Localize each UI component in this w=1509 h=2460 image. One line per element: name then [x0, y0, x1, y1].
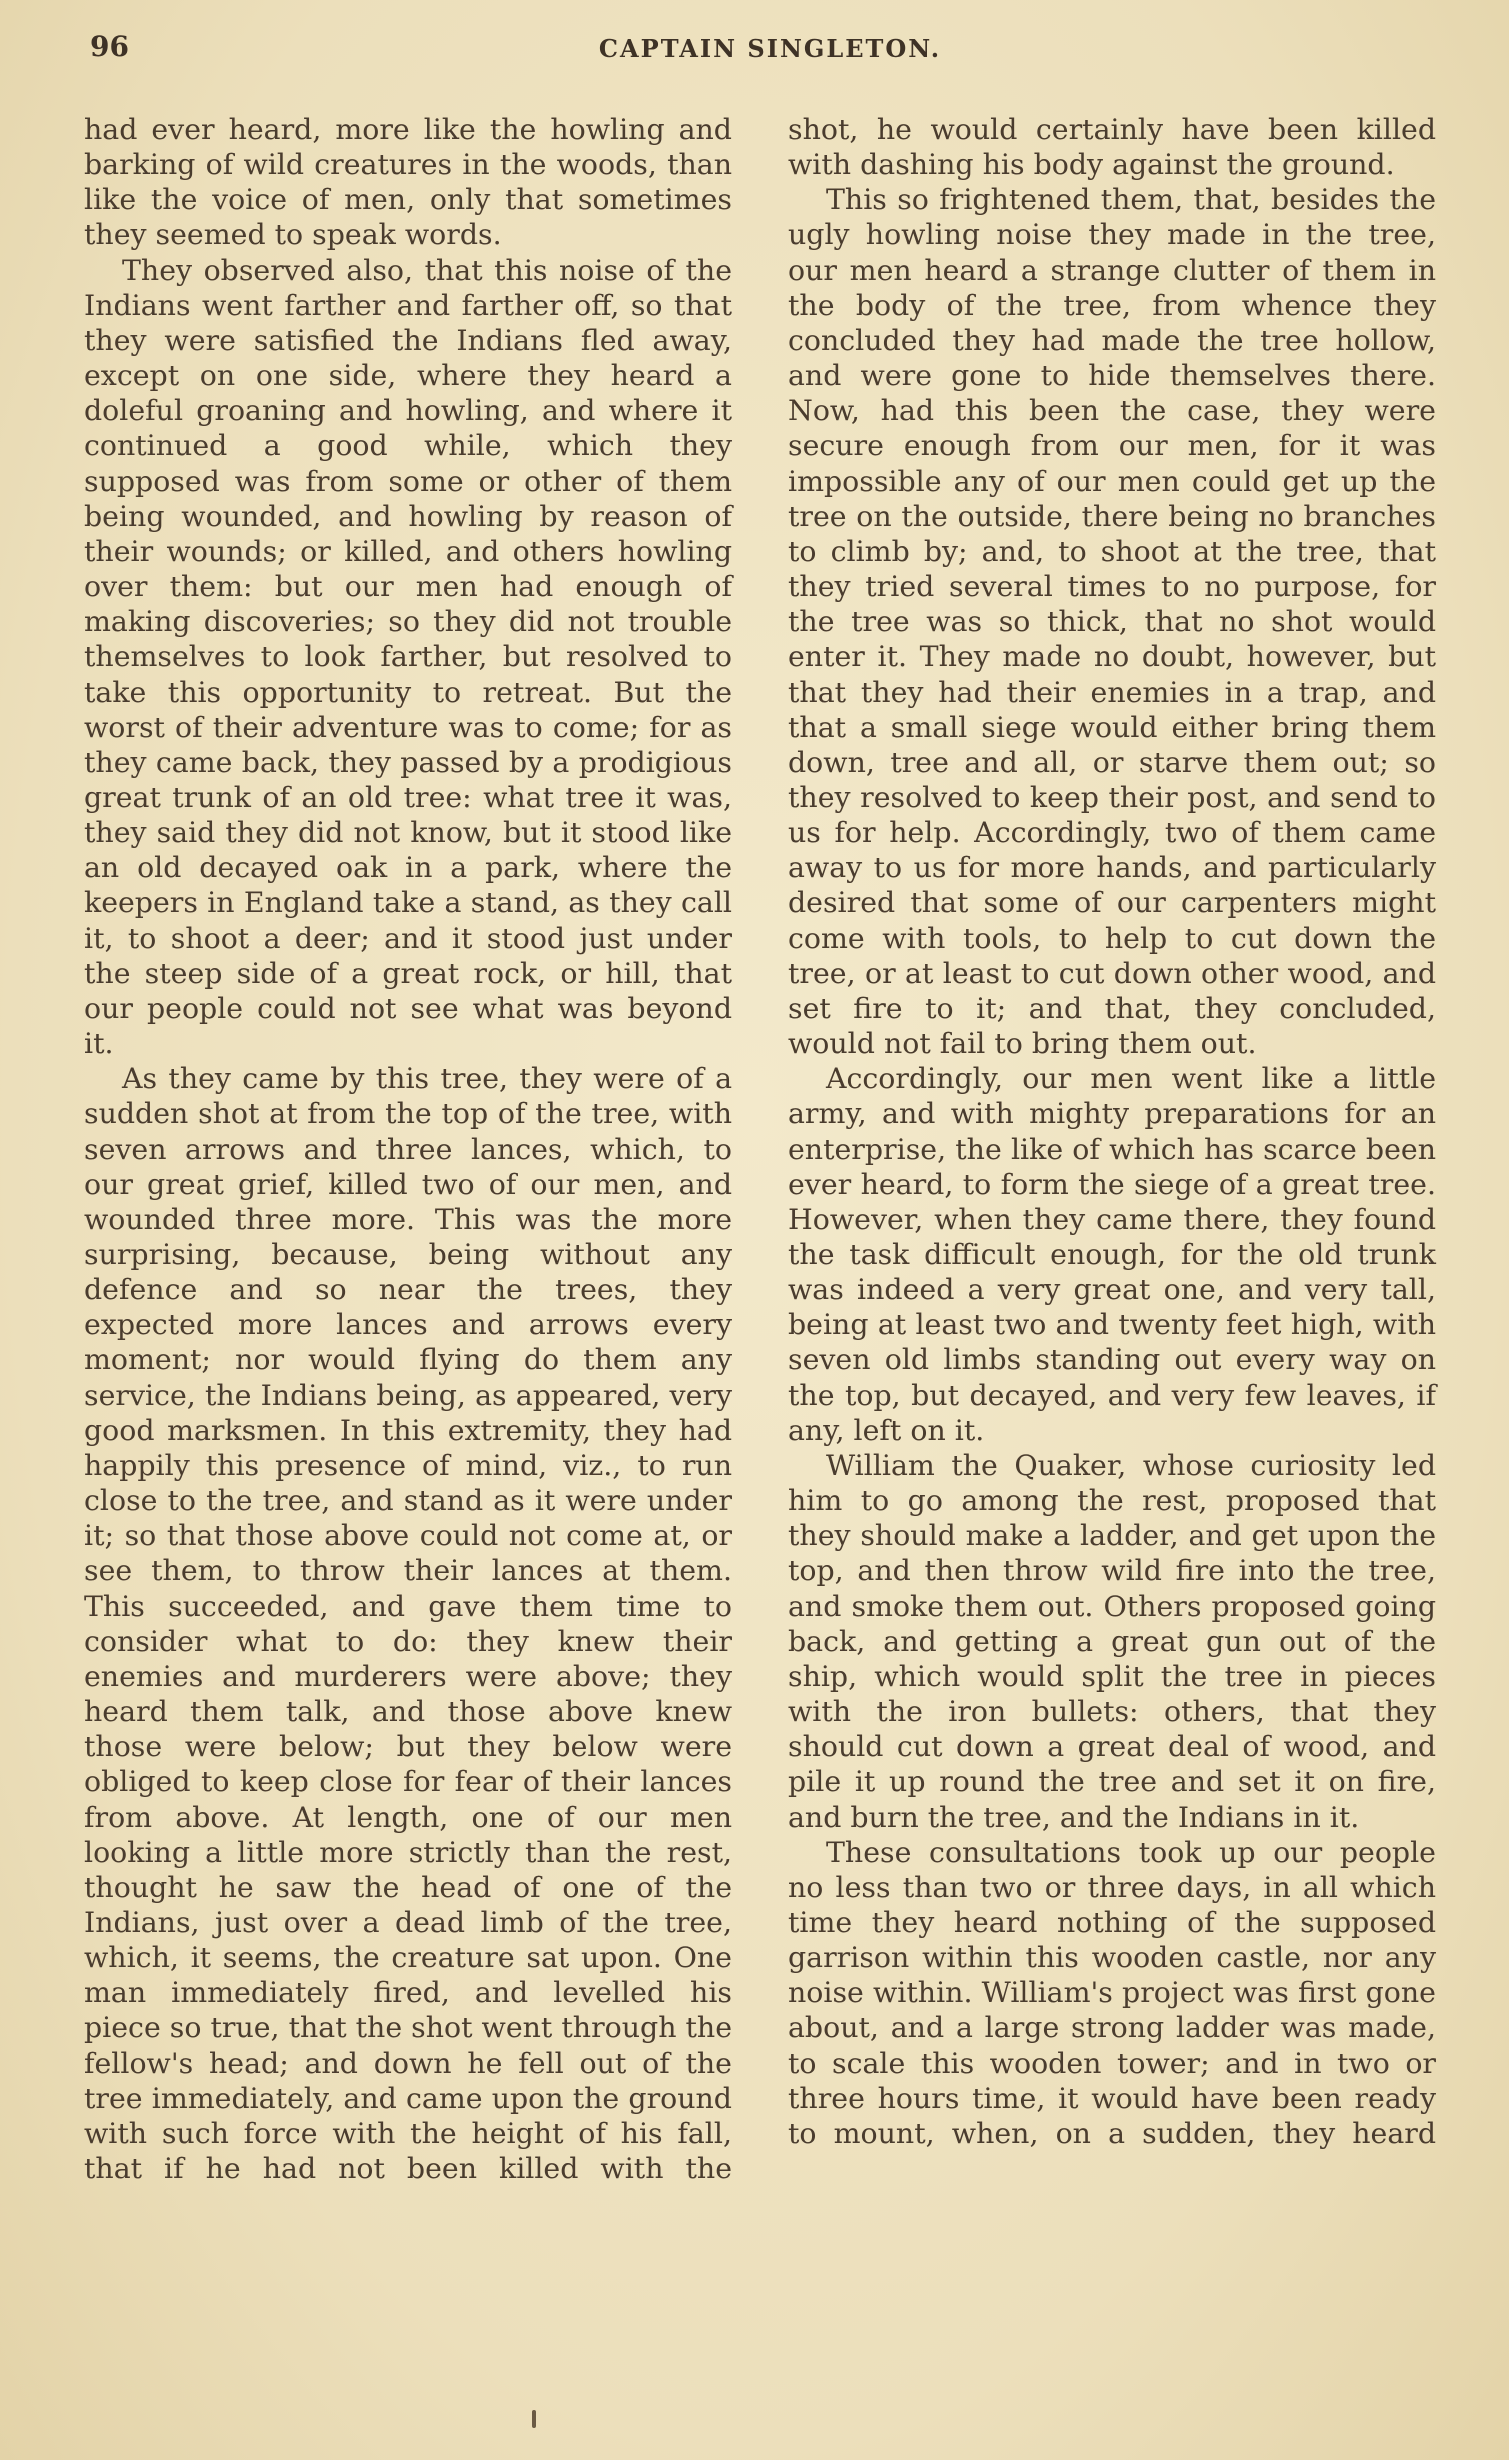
- paragraph: This so frightened them, that, besides the ugly howling noise they made in the tree, our men heard a strange clutter of them in the body of the tree, from whence they concluded they had made the tree hollow, and were gone to hide themselves there. Now, had this been the case, they were secure enough from our men, for it was impossible any of our men could get up the tree on the outside, there being no branches to climb by; and, to shoot at the tree, that they tried several times to no purpose, for the tree was so thick, that no shot would enter it. They made no doubt, however, but that they had their enemies in a trap, and that a small siege would either bring them down, tree and all, or starve them out; so they resolved to keep their post, and send to us for help. Accordingly, two of them came away to us for more hands, and particularly desired that some of our carpenters might come with tools, to help to cut down the tree, or at least to cut down other wood, and set fire to it; and that, they concluded, would not fail to bring them out.: [788, 183, 1436, 1061]
- paragraph: They observed also, that this noise of the Indians went farther and farther off, so that they were satisfied the Indians fled away, except on one side, where they heard a doleful groaning and howling, and where it continued a good while, which they supposed was from some or other of them being wounded, and howling by reason of their wounds; or killed, and others howling over them: but our men had enough of making discoveries; so they did not trouble themselves to look farther, but resolved to take this opportunity to retreat. But the worst of their adventure was to come; for as they came back, they passed by a prodigious great trunk of an old tree: what tree it was, they said they did not know, but it stood like an old decayed oak in a park, where the keepers in England take a stand, as they call it, to shoot a deer; and it stood just under the steep side of a great rock, or hill, that our people could not see what was beyond it.: [84, 253, 732, 1061]
- paragraph: These consultations took up our people no less than two or three days, in all which time they heard nothing of the supposed garrison within this wooden castle, nor any noise within. William's project was first gone about, and a large strong ladder was made, to scale this wooden tower; and in two or three hours time, it would have been ready to mount, when, on a sudden, they heard: [788, 1835, 1436, 2150]
- paragraph: As they came by this tree, they were of a sudden shot at from the top of the tree, with seven arrows and three lances, which, to our great grief, killed two of our men, and wounded three more. This was the more surprising, because, being without any defence and so near the trees, they expected more lances and arrows every moment; nor would flying do them any service, the Indians being, as appeared, very good marksmen. In this extremity, they had happily this presence of mind, viz., to run close to the tree, and stand as it were under it; so that those above could not come at, or see them, to throw their lances at them. This succeeded, and gave them time to consider what to do: they knew their enemies and murderers were above; they heard them talk, and those above knew those were below; but they below were obliged to keep close for fear of their lances from above. At length, one of our men looking a little more strictly than the rest, thought he saw the head of one of the Indians, just over a dead limb of the tree, which, it seems, the creature sat upon. One man immediately fired, and levelled his piece so true, that the shot went through the fellow's head; and down he fell out of the tree immediately, and came upon the ground with such force with the height of his fall, that if he had not been killed with the: [84, 1062, 732, 2186]
- page-header: [90, 30, 1450, 80]
- page-number: 96: [90, 30, 129, 63]
- paragraph-continuation: shot, he would certainly have been killed with dashing his body against the ground.: [788, 113, 1436, 182]
- printer-mark: [532, 2410, 536, 2428]
- paragraph: William the Quaker, whose curiosity led him to go among the rest, proposed that they should make a ladder, and get upon the top, and then throw wild fire into the tree, and smoke them out. Others proposed going back, and getting a great gun out of the ship, which would split the tree in pieces with the iron bullets: others, that they should cut down a great deal of wood, and pile it up round the tree and set it on fire, and burn the tree, and the Indians in it.: [788, 1448, 1436, 1834]
- paragraph-continuation: had ever heard, more like the howling and barking of wild creatures in the woods, than like the voice of men, only that sometimes they seemed to speak words.: [84, 113, 732, 252]
- right-column: [788, 112, 1436, 2151]
- paragraph: Accordingly, our men went like a little army, and with mighty preparations for an enterprise, the like of which has scarce been ever heard, to form the siege of a great tree. However, when they came there, they found the task difficult enough, for the old trunk was indeed a very great one, and very tall, being at least two and twenty feet high, with seven old limbs standing out every way on the top, but decayed, and very few leaves, if any, left on it.: [788, 1062, 1436, 1447]
- running-title: CAPTAIN SINGLETON.: [598, 34, 942, 63]
- left-column: [84, 112, 732, 2186]
